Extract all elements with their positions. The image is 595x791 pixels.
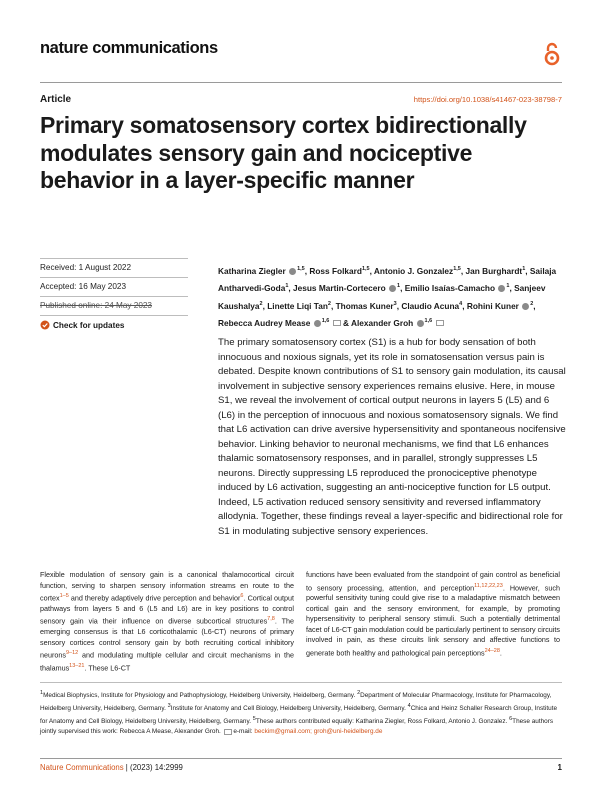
footer-journal[interactable]: Nature Communications (40, 763, 124, 772)
reference-link[interactable]: 13–21 (69, 663, 85, 670)
author-name: Claudio Acuna (401, 300, 460, 311)
author-affil: 1,6 (424, 317, 433, 324)
author-name: Thomas Kuner (335, 300, 394, 311)
header-rule (40, 82, 562, 83)
accepted-date: Accepted: 16 May 2023 (40, 282, 127, 291)
doi-link[interactable]: https://doi.org/10.1038/s41467-023-38798-7 (413, 95, 562, 104)
orcid-icon[interactable] (498, 285, 505, 292)
email-icon (224, 729, 232, 735)
author-affil: 1,5 (453, 266, 461, 272)
reference-link[interactable]: 6 (240, 593, 244, 599)
check-updates-icon (40, 320, 50, 330)
affiliations: $^1$Medical Biophysics, Institute for Physiology and Pathophysiology, Heidelberg University, Heidelberg, Germany. $^2$Department of Molecular Pharmacology, Institute for Pharmacology, Heidelberg University, Heidelberg, Germany. $^3$Institute for Anatomy and Cell Biology, Heidelberg University, Heidelberg, Germany. $^4$Chica and Heinz Schaller Research Group, Institute for Anatomy and Cell Biology, Heidelberg University, Heidelberg, Germany. $^5$These authors contributed equally: Katharina Ziegler, Ross Folkard, Antonio J. Gonzalez. $^6$These authors jointly supervised this work: Rebecca A Mease, Alexander Groh. e-mail: beckim@gmail.com; groh@uni-heidelberg.de (40, 690, 558, 736)
author-name: Alexander Groh (350, 317, 414, 328)
author-affil: 1,5 (361, 266, 370, 272)
author-affil: 1 (506, 283, 510, 290)
author-affil: 1 (285, 283, 289, 290)
author-name: Emilio Isaías-Camacho (404, 283, 496, 294)
dates-rule (40, 315, 188, 316)
reference-link[interactable]: 11,12,22,23 (474, 582, 503, 589)
journal-name: nature communications (40, 39, 218, 57)
body-column-right: functions have been evaluated from the standpoint of gain control as beneficial to sensory processing, attention, and perception$^{11,12,22,23}$. However, such powerful sensitivity tuning could give rise to a maladaptive mismatch between cortical gain and the sensory environment, for example, by promoting hypersensitivity to peripheral sensory stimuli. Such a potentially detrimental facet of L6-CT gain modulation could be particularly pertinent to sensory circuits involved in pain, as these circuits link sensory and affective functions to generate both healthy and pathological pain perceptions$^{24-28}$. (306, 570, 560, 658)
author-name: Rebecca Audrey Mease (218, 317, 311, 328)
author-name: Sailaja Antharvedi-Goda (218, 265, 557, 294)
author-name: Rohini Kuner (466, 300, 519, 311)
email-icon[interactable] (333, 320, 341, 326)
author-affil: 1,6 (321, 317, 330, 324)
page-number: 1 (557, 763, 562, 772)
body-column-left: Flexible modulation of sensory gain is a canonical thalamocortical circuit function, serving to sharpen sensory information streams en route to the cortex$^{1-5}$ and thereby adaptively drive perception and behavior$^6$. Cortical output pathways from layers 5 and 6 (L5 and L6) are in key positions to control sensory gain via their influence on diverse subcortical structures$^{7,8}$. The emerging consensus is that L6 corticothalamic (L6-CT) neurons of primary sensory cortices control sensory gain by both recruiting cortical inhibitory neurons$^{9-12}$ and modulating multiple cellular and circuit mechanisms in the thalamus$^{13-21}$. These L6-CT (40, 570, 295, 673)
author-affil: 1 (522, 266, 526, 272)
article-title: Primary somatosensory cortex bidirectionally modulates sensory gain and nociceptive behavior in a layer-specific manner (40, 112, 527, 193)
footer-rule (40, 758, 562, 759)
reference-link[interactable]: 24–28 (484, 647, 500, 654)
footer-citation: Nature Communications | (2023) 14:2999 (40, 763, 183, 772)
author-affil: 2 (327, 300, 331, 307)
author-name: Sanjeev Kaushalya (218, 283, 546, 311)
author-list: Katharina Ziegler $^{1,5}$, Ross Folkard$^{1,5}$, Antonio J. Gonzalez$^{1,5}$, Jan Burghardt$^1$, Sailaja Antharvedi-Goda$^1$, Jesus Martin-Cortecero $^1$, Emilio Isaías-Camacho $^1$, Sanjeev Kaushalya$^2$, Linette Liqi Tan$^2$, Thomas Kuner$^3$, Claudio Acuna$^4$, Rohini Kuner $^2$, Rebecca Audrey Mease $^{1,6}$ & Alexander Groh $^{1,6}$ (218, 265, 557, 328)
check-for-updates-button[interactable] (40, 320, 124, 330)
author-name: Linette Liqi Tan (267, 300, 328, 311)
dates-rule (40, 277, 188, 278)
author-affil: 2 (259, 300, 263, 307)
author-affil: 3 (393, 300, 397, 307)
orcid-icon[interactable] (389, 285, 396, 292)
author-amp: & (342, 317, 349, 328)
orcid-icon[interactable] (522, 303, 529, 310)
email-icon[interactable] (436, 320, 444, 326)
author-affil: 4 (459, 300, 463, 307)
author-affil: 1,5 (297, 266, 305, 272)
affiliations-rule (40, 682, 562, 683)
author-name: Jesus Martin-Cortecero (293, 283, 386, 294)
author-name: Katharina Ziegler (218, 265, 286, 276)
published-date: Published online: 24 May 2023 (40, 301, 152, 310)
email-links[interactable]: beckim@gmail.com; groh@uni-heidelberg.de (254, 728, 383, 736)
author-affil: 1 (397, 283, 401, 290)
check-updates-label: Check for updates (53, 320, 125, 330)
open-access-icon (542, 42, 562, 66)
abstract: The primary somatosensory cortex (S1) is a hub for body sensation of both innocuous and noxious signals, yet its role in somatosensation versus pain is debated. Despite known contributions of S1 to sensory gain modulation, its causal involvement in subjective sensory experiences remains elusive. Here, in mouse S1, we reveal the involvement of cortical output neurons in layers 5 (L5) and 6 (L6) in the perception of innocuous and noxious somatosensory signals. We find that L6 activation can drive aversive hypersensitivity and spontaneous nocifensive behavior. Linking behavior to neuronal mechanisms, we find that L6 enhances thalamic somatosensory responses, and in parallel, strongly suppresses L5 neurons. Directly suppressing L5 reproduced the pronociceptive phenotype induced by L6 activation, suggesting an anti-nociceptive function for L5 output. Indeed, L5 activation reduced sensory sensitivity and reversed inflammatory allodynia. Together, these findings reveal a layer-specific and bidirectional role for S1 in modulating subjective sensory experiences. (218, 337, 566, 537)
author-name: Ross Folkard (309, 265, 362, 276)
article-type: Article (40, 94, 72, 105)
reference-link[interactable]: 9–12 (65, 650, 79, 657)
reference-link[interactable]: 1–5 (59, 593, 69, 599)
orcid-icon[interactable] (289, 268, 296, 275)
reference-link[interactable]: 7,8 (267, 616, 275, 623)
orcid-icon[interactable] (417, 320, 424, 327)
received-date: Received: 1 August 2022 (40, 263, 132, 272)
author-affil: 2 (530, 300, 534, 307)
author-name: Antonio J. Gonzalez (373, 265, 454, 276)
dates-rule (40, 258, 188, 259)
author-name: Jan Burghardt (465, 265, 523, 276)
dates-rule (40, 296, 188, 297)
orcid-icon[interactable] (314, 320, 321, 327)
